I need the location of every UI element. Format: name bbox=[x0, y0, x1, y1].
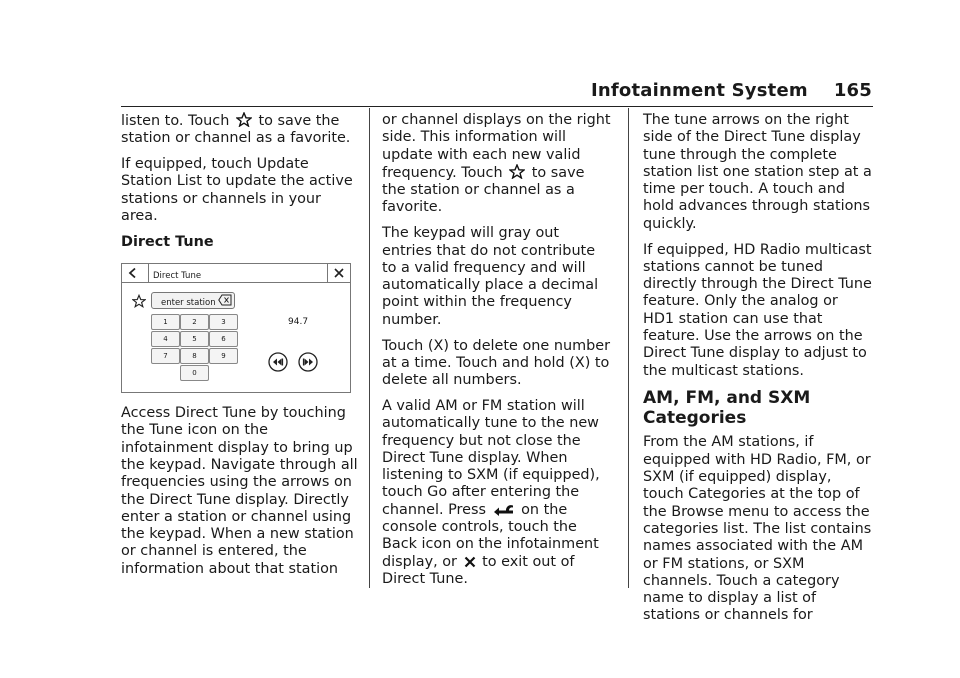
backspace-icon[interactable] bbox=[218, 294, 232, 306]
paragraph bbox=[121, 112, 358, 148]
back-arrow-icon bbox=[493, 504, 515, 516]
keypad-key[interactable]: 6 bbox=[209, 331, 238, 347]
column-divider bbox=[369, 108, 370, 588]
page-header bbox=[591, 80, 872, 101]
column-divider bbox=[628, 108, 629, 588]
divider bbox=[327, 264, 328, 282]
keypad-key[interactable]: 8 bbox=[180, 348, 209, 364]
paragraph bbox=[382, 398, 612, 588]
divider bbox=[148, 264, 149, 282]
section-heading: Direct Tune bbox=[121, 233, 214, 250]
seek-back-icon[interactable] bbox=[268, 352, 288, 372]
favorite-star-icon[interactable] bbox=[132, 294, 146, 308]
close-icon[interactable] bbox=[333, 267, 345, 279]
frequency-display: 94.7 bbox=[288, 317, 309, 328]
header-divider bbox=[121, 106, 873, 107]
paragraph: If equipped, touch Update Station List to update the active stations or channels in your area. bbox=[121, 156, 353, 224]
station-entry-field[interactable] bbox=[151, 292, 235, 309]
paragraph: Access Direct Tune by touching the Tune icon on the infotainment display to bring up the keypad. Navigate through all frequencies using the arrows on the Direct Tune display. Directly enter a station or channel using the keypad. When a new station or channel is entered, the information about that station bbox=[121, 405, 358, 577]
text-run: to save the station or channel as a favorite. bbox=[382, 164, 585, 216]
close-icon bbox=[464, 556, 476, 568]
paragraph bbox=[382, 112, 612, 217]
keypad-key[interactable]: 9 bbox=[209, 348, 238, 364]
star-icon bbox=[236, 112, 252, 127]
paragraph: Touch (X) to delete one number at a time. Touch and hold (X) to delete all numbers. bbox=[382, 337, 610, 389]
keypad-key[interactable]: 4 bbox=[151, 331, 180, 347]
text-run: or channel displays on the right side. This information will update with each new valid frequency. Touch bbox=[382, 112, 611, 181]
paragraph: The tune arrows on the right side of the Direct Tune display tune through the complete station list one station step at a time per touch. A touch and hold advances through stations quickly. bbox=[643, 112, 872, 232]
section-heading: AM, FM, and SXM Categories bbox=[643, 388, 811, 429]
text-run: on the console controls, touch the Back icon on the infotainment display, or bbox=[382, 501, 599, 570]
text-run: to save the station or channel as a favorite. bbox=[121, 113, 351, 147]
screen-title: Direct Tune bbox=[153, 271, 202, 282]
section-title: Infotainment System bbox=[590, 80, 808, 101]
direct-tune-screen bbox=[121, 263, 351, 393]
keypad-key[interactable]: 3 bbox=[209, 314, 238, 330]
back-arrow-icon[interactable] bbox=[126, 267, 140, 279]
keypad-key[interactable]: 5 bbox=[180, 331, 209, 347]
entry-placeholder: enter station bbox=[161, 298, 216, 309]
star-icon bbox=[509, 164, 525, 179]
page-number: 165 bbox=[833, 80, 872, 101]
column-2 bbox=[382, 112, 612, 597]
keypad-key[interactable]: 7 bbox=[151, 348, 180, 364]
text-run: listen to. Touch bbox=[121, 113, 230, 129]
column-1 bbox=[121, 112, 358, 587]
keypad-key[interactable]: 2 bbox=[180, 314, 209, 330]
paragraph: From the AM stations, if equipped with HD Radio, FM, or SXM (if equipped) display, touch Categories at the top of the Browse menu to access the categories list. The list contains names associated with the AM or FM stations, or SXM channels. Touch a category name to display a list of stations or channels for bbox=[643, 434, 872, 624]
seek-forward-icon[interactable] bbox=[298, 352, 318, 372]
keypad-key[interactable]: 0 bbox=[180, 365, 209, 381]
keypad-key[interactable]: 1 bbox=[151, 314, 180, 330]
text-run: A valid AM or FM station will automatically tune to the new frequency but not close the Direct Tune display. When listening to SXM (if equipped), touch Go after entering the channel. Press bbox=[382, 397, 600, 518]
paragraph: The keypad will gray out entries that do not contribute to a valid frequency and will automatically place a decimal point within the frequency number. bbox=[382, 225, 599, 328]
paragraph: If equipped, HD Radio multicast stations cannot be tuned directly through the Direct Tune feature. Only the analog or HD1 station can use that feature. Use the arrows on the Direct Tune display to adjust to the multicast stations. bbox=[643, 241, 872, 379]
text-run: to exit out of Direct Tune. bbox=[382, 553, 575, 587]
column-3 bbox=[643, 112, 873, 633]
